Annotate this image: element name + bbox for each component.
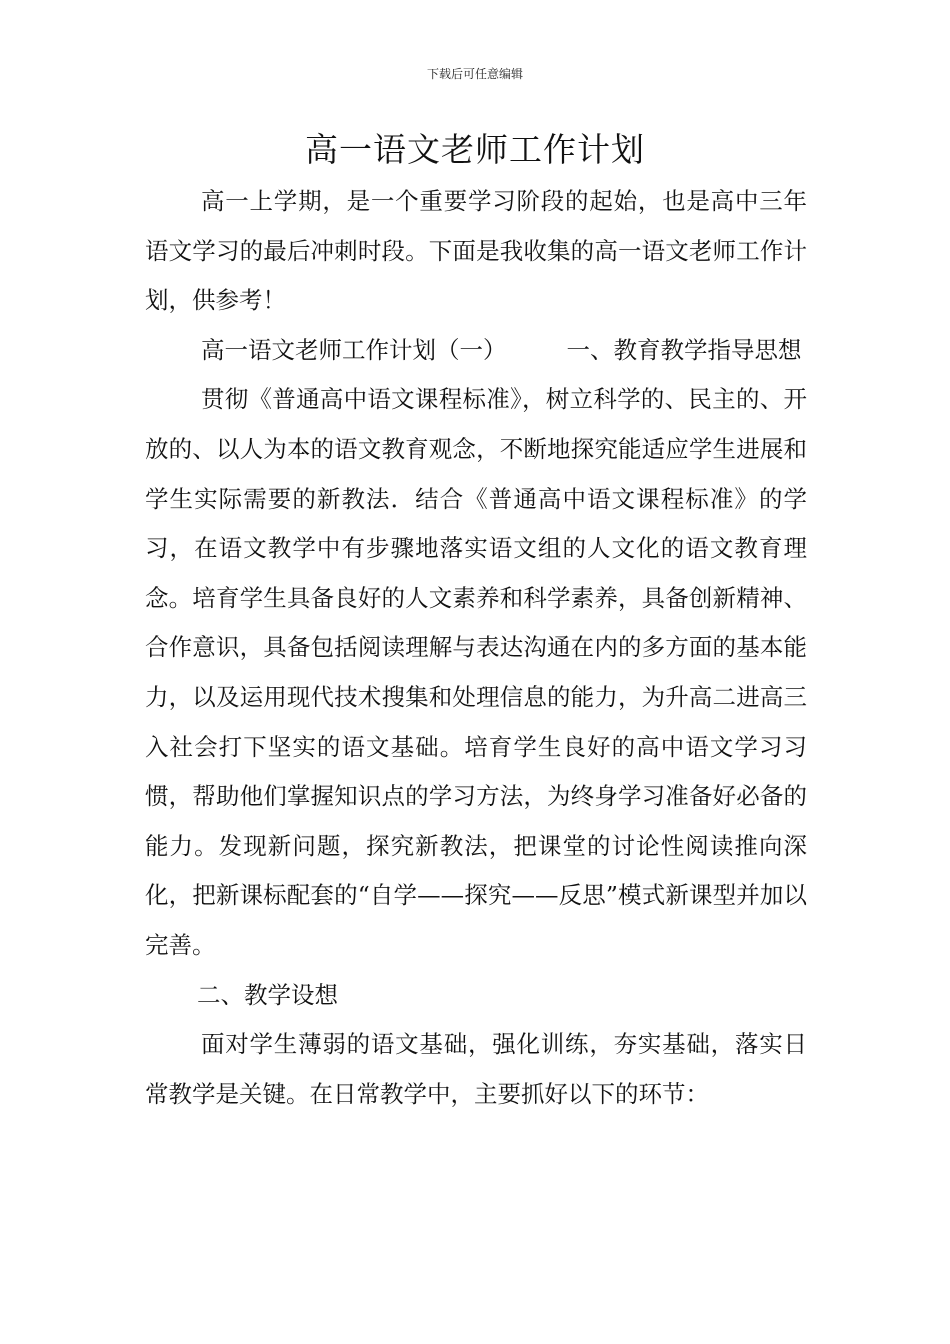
guiding-ideology-paragraph: 贯彻《普通高中语文课程标准》，树立科学的、民主的、开放的、以人为本的语文教育观念，不断地探究能适应学生进展和学生实际需要的新教法．结合《普通高中语文课程标准》的学习，在语文教学中有步骤地落实语文组的人文化的语文教育理念。培育学生具备良好的人文素养和科学素养，具备创新精神、合作意识，具备包括阅读理解与表达沟通在内的多方面的基本能力，以及运用现代技术搜集和处理信息的能力，为升高二进高三入社会打下坚实的语文基础。培育学生良好的高中语文学习习惯，帮助他们掌握知识点的学习方法，为终身学习准备好必备的能力。发现新问题，探究新教法，把课堂的讨论性阅读推向深化，把新课标配套的“自学——探究——反思”模式新课型并加以完善。 xyxy=(145,385,807,959)
section-heading-1: 一、教育教学指导思想 xyxy=(566,335,802,364)
teaching-plan-paragraph: 面对学生薄弱的语文基础，强化训练，夯实基础，落实日常教学是关键。在日常教学中，主要抓好以下的环节： xyxy=(145,1030,807,1108)
intro-paragraph: 高一上学期，是一个重要学习阶段的起始，也是高中三年语文学习的最后冲刺时段。下面是我收集的高一语文老师工作计划，供参考！ xyxy=(145,187,807,315)
document-body xyxy=(145,177,807,1119)
plan-subtitle: 高一语文老师工作计划（一） xyxy=(201,335,507,364)
document-title: 高一语文老师工作计划 xyxy=(305,130,645,169)
page-header: 下载后可任意编辑 xyxy=(426,67,523,81)
section-heading-2: 二、教学设想 xyxy=(197,980,338,1009)
section-heading-line xyxy=(145,326,807,376)
